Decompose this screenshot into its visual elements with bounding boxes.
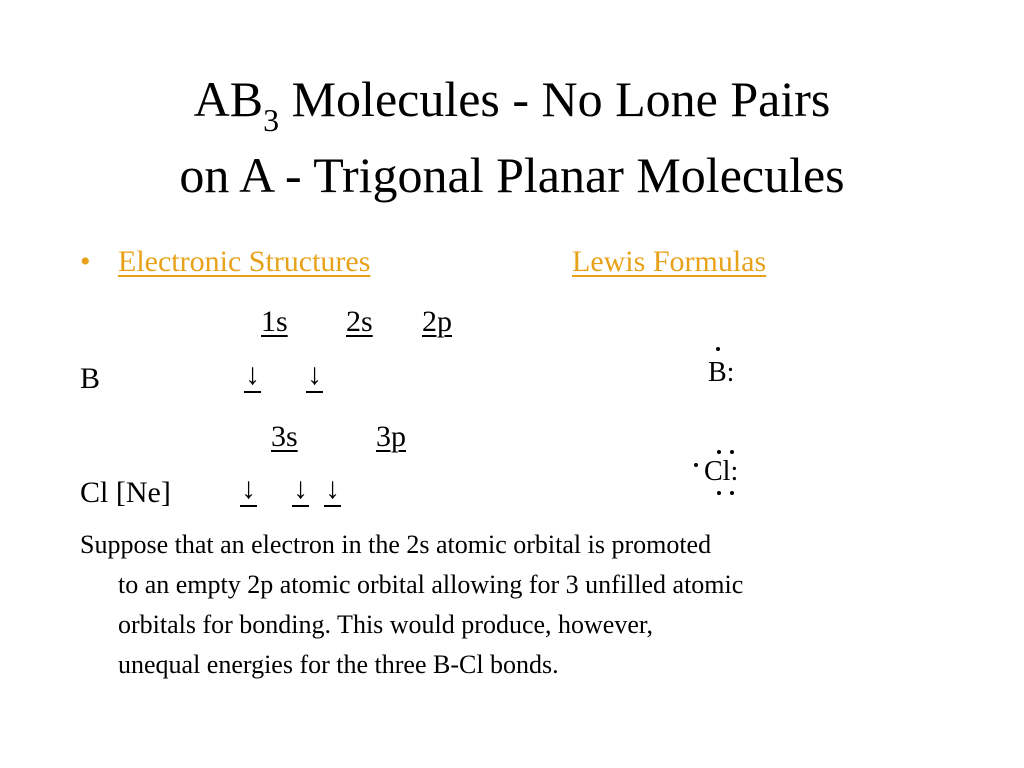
lewis-electron-dot	[717, 450, 721, 454]
paragraph-line: to an empty 2p atomic orbital allowing for 3 unfilled atomic	[118, 570, 744, 599]
orbital-label-2p: 2p	[422, 305, 452, 338]
slide-title-line-2: on A - Trigonal Planar Molecules	[179, 147, 845, 203]
bullet-marker: •	[80, 245, 91, 278]
lewis-electron-dot	[730, 491, 734, 495]
lewis-b-symbol: B:	[708, 357, 735, 388]
lewis-electron-dot	[694, 463, 698, 467]
lewis-cl-symbol: Cl:	[704, 456, 739, 487]
orbital-label-1s: 1s	[261, 305, 288, 338]
element-b-label: B	[80, 362, 101, 395]
lewis-electron-dot	[730, 450, 734, 454]
electronic-structures-heading: Electronic Structures	[118, 245, 371, 278]
lewis-formulas-heading: Lewis Formulas	[572, 245, 767, 278]
title-subscript: 3	[263, 102, 280, 138]
down-arrow-icon: ↓	[241, 472, 256, 505]
title-text-ab: AB	[193, 71, 264, 127]
down-arrow-icon: ↓	[325, 472, 340, 505]
paragraph-line: Suppose that an electron in the 2s atomic orbital is promoted	[80, 530, 712, 559]
paragraph-line: unequal energies for the three B-Cl bonds.	[118, 650, 559, 679]
orbital-label-3s: 3s	[271, 420, 298, 453]
lewis-electron-dot	[716, 347, 720, 351]
orbital-label-3p: 3p	[376, 420, 406, 453]
element-cl-label: Cl [Ne]	[80, 476, 171, 509]
orbital-label-2s: 2s	[346, 305, 373, 338]
title-text-rest: Molecules - No Lone Pairs	[279, 71, 831, 127]
down-arrow-icon: ↓	[307, 358, 322, 391]
lewis-electron-dot	[717, 491, 721, 495]
down-arrow-icon: ↓	[293, 472, 308, 505]
down-arrow-icon: ↓	[245, 358, 260, 391]
paragraph-line: orbitals for bonding. This would produce, however,	[118, 610, 653, 639]
slide-title-line-1	[0, 70, 1024, 138]
